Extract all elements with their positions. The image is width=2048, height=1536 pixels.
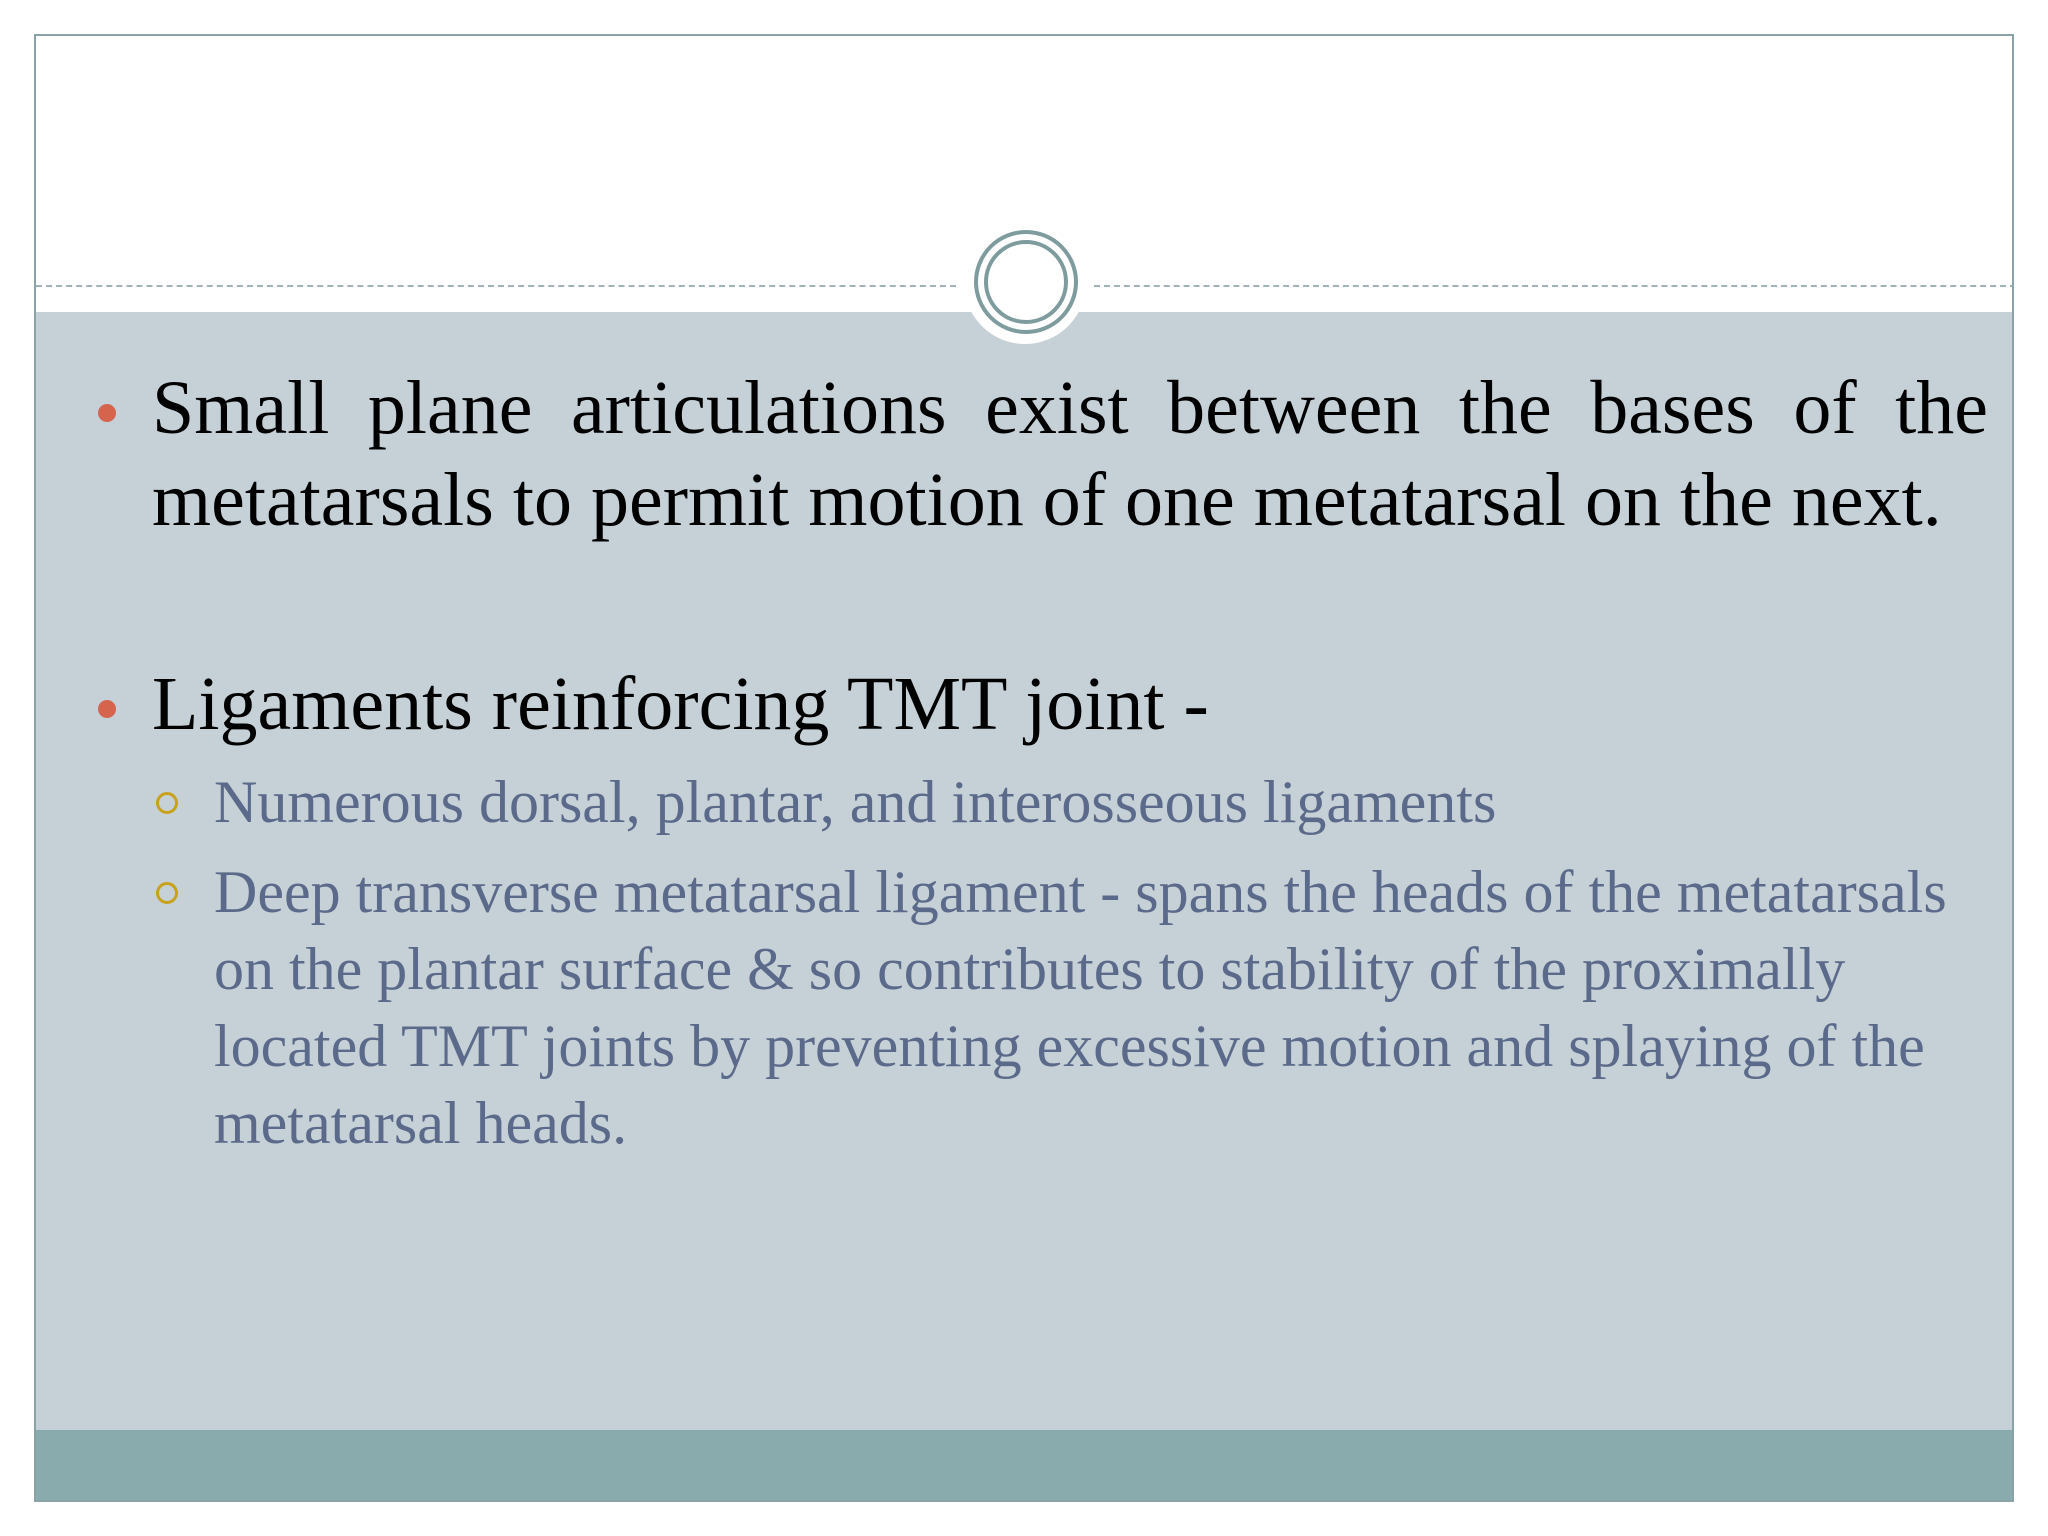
sub-bullet-1-text: Numerous dorsal, plantar, and interosseous ligaments	[214, 769, 1497, 835]
bullet-2-text: Ligaments reinforcing TMT joint -	[152, 662, 1209, 746]
slide	[34, 34, 2014, 1502]
sub-bullet-1-ring-icon	[156, 792, 178, 814]
sub-bullet-2-text: Deep transverse metatarsal ligament - spans the heads of the metatarsals on the plantar surface & so contributes to stability of the proximally located TMT joints by preventing excessive motion and splaying of the metatarsal heads.	[214, 859, 1947, 1156]
bullet-1-dot-icon	[98, 404, 116, 422]
bullet-1-text: Small plane articulations exist between the bases of the metatarsals to permit motion of one metatarsal on the next.	[152, 366, 1988, 542]
bullet-2-dot-icon	[98, 700, 116, 718]
slide-content	[36, 36, 2012, 1500]
sub-bullet-2-ring-icon	[156, 882, 178, 904]
